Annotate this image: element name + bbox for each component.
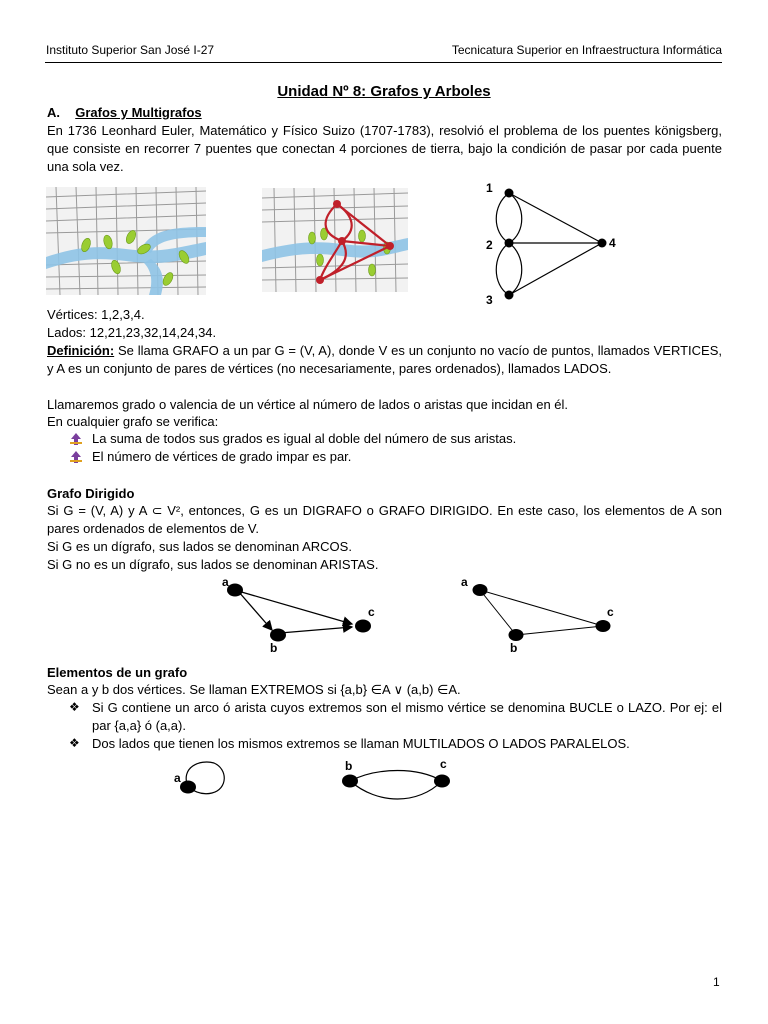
grado-bullet-2: El número de vértices de grado impar es par. (92, 449, 352, 464)
intro-paragraph: En 1736 Leonhard Euler, Matemático y Físico Suizo (1707-1783), resolvió el problema de los puentes königsberg, que consiste en recorrer 7 puentes que conectan 4 porciones de tierra, bajo la condición de pasar por cada puente una sola vez. (47, 123, 722, 174)
definition-paragraph (47, 342, 722, 378)
page-title: Unidad Nº 8: Grafos y Arboles (277, 83, 491, 100)
graph-vertex-label-2: 2 (486, 238, 493, 252)
grado-bullet-1: La suma de todos sus grados es igual al doble del número de sus aristas. (92, 431, 517, 446)
konigsberg-map-1 (46, 187, 206, 295)
multiedge-label-c: c (440, 757, 447, 771)
section-letter: A. (47, 105, 60, 120)
elementos-bullet-2: Dos lados que tienen los mismos extremos se llaman MULTILADOS O LADOS PARALELOS. (92, 736, 630, 751)
graph-vertex-label-3: 3 (486, 293, 493, 307)
diamond-bullet-icon: ❖ (69, 736, 80, 750)
digraph-label-a: a (222, 575, 229, 589)
elementos-heading: Elementos de un grafo (47, 665, 188, 680)
graph-vertex-label-1: 1 (486, 181, 493, 195)
header-rule (45, 62, 722, 63)
lados-line: Lados: 12,21,23,32,14,24,34. (47, 325, 217, 340)
diamond-bullet-icon: ❖ (69, 700, 80, 714)
digraph-label-b: b (270, 641, 278, 655)
multiedge-graph (338, 765, 458, 805)
page-number: 1 (713, 975, 720, 989)
graph-vertex-label-4: 4 (609, 236, 616, 250)
grado-line-1: Llamaremos grado o valencia de un vértice al número de lados o aristas que incidan en él. (47, 397, 569, 412)
vertices-line: Vértices: 1,2,3,4. (47, 307, 145, 322)
section-heading (47, 104, 722, 122)
multiedge-label-b: b (345, 759, 353, 773)
arrow-bullet-icon (69, 450, 83, 464)
konigsberg-map-2 (262, 188, 408, 292)
section-title: Grafos y Multigrafos (75, 105, 202, 120)
graph-label-a: a (461, 575, 468, 589)
elementos-bullet-1: Si G contiene un arco ó arista cuyos extremos son el mismo vértice se denomina BUCLE o LAZO. Por ej: el par {a,a} ó (a,a). (92, 700, 722, 733)
elementos-intro: Sean a y b dos vértices. Se llaman EXTREMOS si {a,b} ∈A ∨ (a,b) ∈A. (47, 682, 461, 697)
header-left: Instituto Superior San José I-27 (46, 43, 215, 57)
arrow-bullet-icon (69, 432, 83, 446)
digraph-label-c: c (368, 605, 375, 619)
header-right: Tecnicatura Superior en Infraestructura Informática (451, 43, 722, 57)
grado-line-2: En cualquier grafo se verifica: (47, 414, 219, 429)
graph-label-c: c (607, 605, 614, 619)
definition-text: Se llama GRAFO a un par G = (V, A), donde V es un conjunto no vacío de puntos, llamados VERTICES, y A es un conjunto de pares de vértices (no necesariamente, pares ordenados), llamados LADOS. (47, 343, 722, 376)
undirected-graph (463, 578, 623, 653)
dirigido-heading: Grafo Dirigido (47, 486, 135, 501)
definition-label: Definición: (47, 343, 115, 358)
loop-graph (172, 757, 232, 799)
dirigido-p3: Si G no es un dígrafo, sus lados se denominan ARISTAS. (47, 557, 379, 572)
directed-graph (220, 578, 385, 658)
dirigido-p1: Si G = (V, A) y A ⊂ V², entonces, G es un DIGRAFO o GRAFO DIRIGIDO. En este caso, los elementos de A son pares ordenados de elementos de V. (47, 503, 722, 536)
graph-label-b: b (510, 641, 518, 655)
dirigido-p2: Si G es un dígrafo, sus lados se denominan ARCOS. (47, 539, 352, 554)
loop-label-a: a (174, 771, 181, 785)
konigsberg-graph (490, 185, 615, 305)
